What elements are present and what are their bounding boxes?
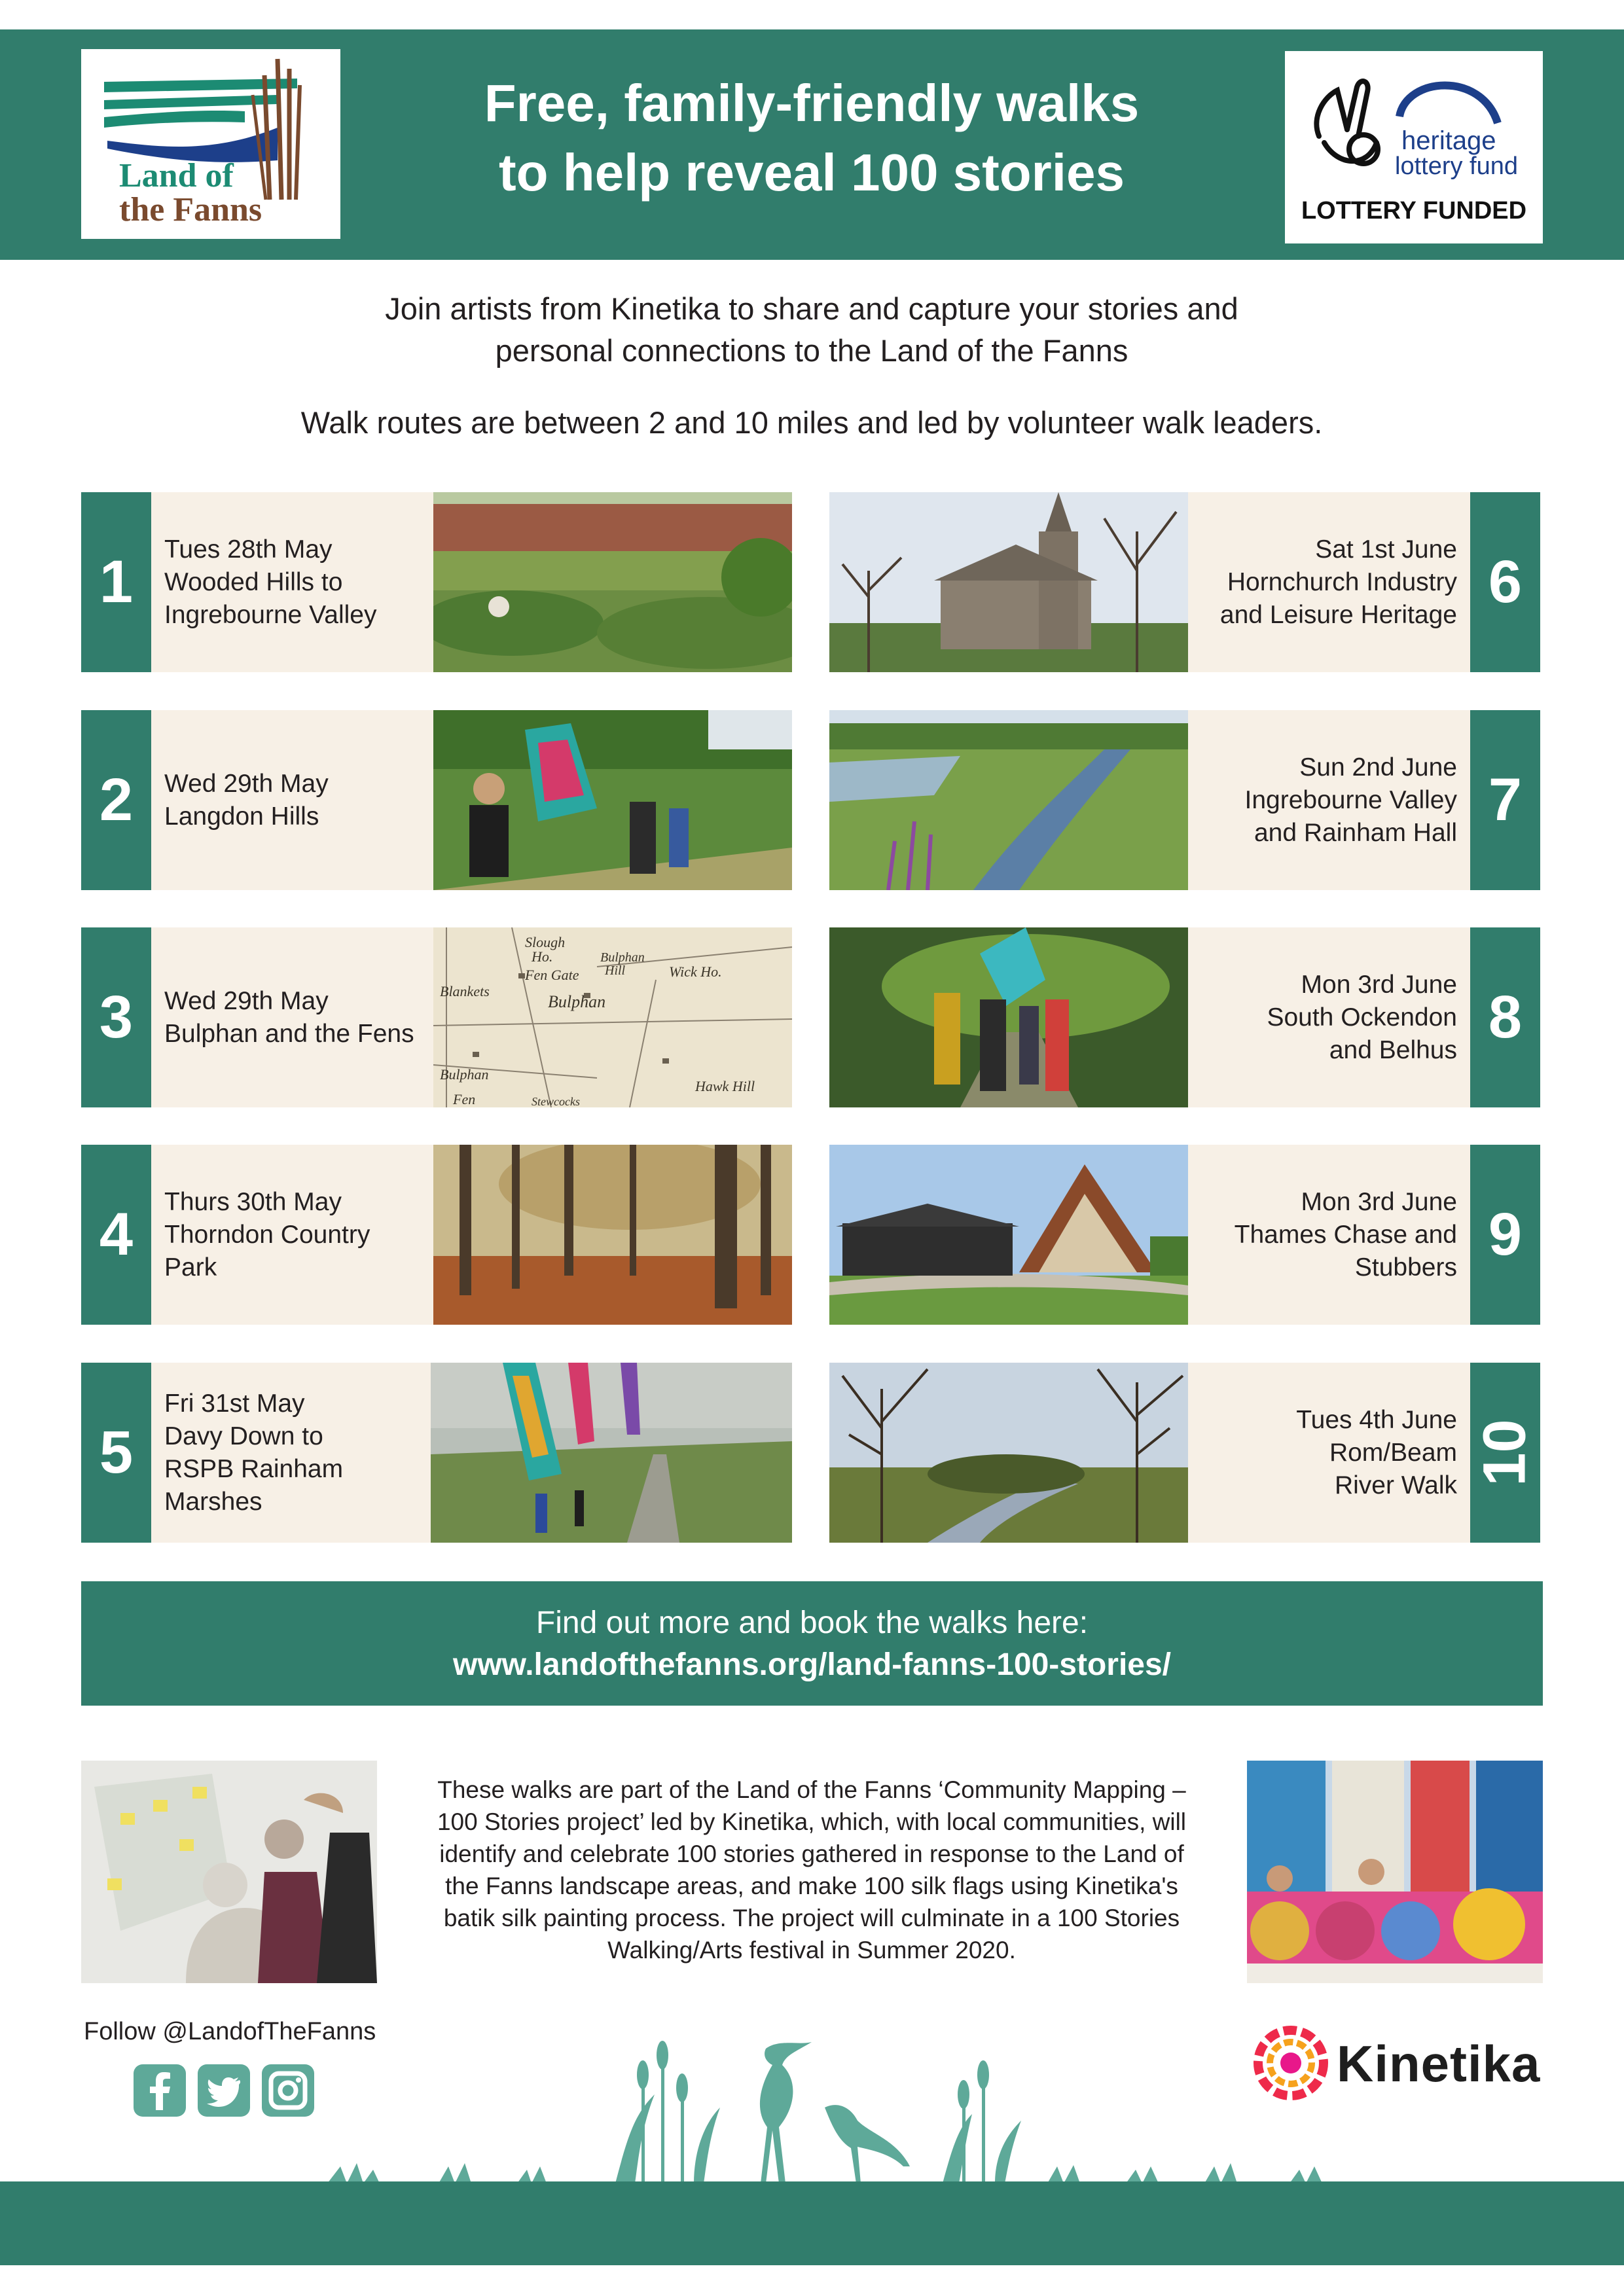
hlf-logo-line2: lottery fund: [1395, 152, 1518, 180]
title-line-2: to help reveal 100 stories: [498, 143, 1125, 202]
hlf-logo-line1: heritage: [1401, 126, 1496, 155]
walk-number: 6: [1470, 492, 1540, 672]
walk-photo-woodland-group: [829, 927, 1188, 1107]
walk-title-line: Thames Chase and: [1234, 1220, 1457, 1249]
walk-card-3: [81, 927, 792, 1107]
walk-title-line: Park: [164, 1253, 217, 1282]
twitter-icon[interactable]: [198, 2064, 250, 2117]
walk-title-line: Rom/Beam: [1329, 1438, 1457, 1467]
walk-title-line: South Ockendon: [1267, 1003, 1457, 1031]
walk-number: 5: [81, 1363, 151, 1543]
walk-date: Mon 3rd June: [1301, 970, 1457, 999]
walk-number: 3: [81, 927, 151, 1107]
walk-details: [1182, 492, 1457, 672]
walk-date: Sat 1st June: [1315, 535, 1457, 564]
map-label: Hill: [605, 963, 626, 978]
walk-card-4: [81, 1145, 792, 1325]
walk-title-line: Ingrebourne Valley: [1244, 785, 1457, 814]
walk-title-line: and Rainham Hall: [1254, 818, 1457, 847]
map-label: Fen: [453, 1091, 476, 1107]
walk-card-5: [81, 1363, 792, 1543]
walk-details: [164, 710, 426, 890]
walk-date: Wed 29th May: [164, 986, 329, 1015]
walk-title-line: Hornchurch Industry: [1227, 567, 1457, 596]
walk-title-line: and Leisure Heritage: [1219, 600, 1457, 629]
intro-line-2: personal connections to the Land of the Fanns: [495, 333, 1128, 368]
walk-photo-river-valley: [829, 710, 1188, 890]
walk-title-line: Ingrebourne Valley: [164, 600, 377, 629]
walk-card-2: [81, 710, 792, 890]
lotf-logo-line1: Land of: [119, 157, 234, 194]
walk-title-line: Stubbers: [1354, 1253, 1457, 1282]
intro-line-1: Join artists from Kinetika to share and capture your stories and: [385, 291, 1238, 326]
kinetika-flower-icon: [1250, 2022, 1335, 2108]
walk-photo-river-walk: [829, 1363, 1188, 1543]
header-band: [0, 29, 1624, 260]
silk-flags-photo: [1247, 1761, 1543, 1983]
description-line: the Fanns landscape areas, and make 100 silk flags using Kinetika's: [445, 1873, 1178, 1899]
description-line: identify and celebrate 100 stories gathered in response to the Land of: [439, 1840, 1184, 1867]
land-of-the-fanns-logo: [81, 49, 340, 239]
walk-card-10: [829, 1363, 1540, 1543]
map-label: Hawk Hill: [695, 1078, 755, 1094]
walk-photo-old-map: [433, 927, 792, 1107]
map-label: Bulphan: [548, 992, 606, 1011]
description-line: These walks are part of the Land of the Fanns ‘Community Mapping –: [437, 1776, 1186, 1803]
walk-details: [1182, 1363, 1457, 1543]
footer-band: [0, 2181, 1624, 2265]
map-label: Wick Ho.: [669, 963, 722, 980]
walk-number: 8: [1470, 927, 1540, 1107]
walk-photo-church: [829, 492, 1188, 672]
lottery-funded-badge: LOTTERY FUNDED: [1301, 197, 1527, 224]
community-mapping-photo: [81, 1761, 377, 1983]
page-title: [367, 69, 1257, 207]
description-line: Walking/Arts festival in Summer 2020.: [607, 1937, 1016, 1964]
walk-title-line: Wooded Hills to: [164, 567, 343, 596]
map-label: Slough: [525, 934, 566, 950]
walk-title-line: Davy Down to: [164, 1422, 323, 1450]
booking-text: Find out more and book the walks here:: [535, 1605, 1089, 1640]
walk-title-line: RSPB Rainham Marshes: [164, 1454, 344, 1516]
walk-date: Thurs 30th May: [164, 1187, 342, 1216]
walk-details: [1182, 710, 1457, 890]
map-label: Fen Gate: [525, 967, 579, 983]
walk-number: 7: [1470, 710, 1540, 890]
kinetika-wordmark: Kinetika: [1337, 2035, 1541, 2092]
lotf-logo-line2: the Fanns: [119, 191, 262, 228]
walk-details: [1182, 927, 1457, 1107]
map-label: Blankets: [440, 983, 490, 999]
booking-url-link[interactable]: www.landofthefanns.org/land-fanns-100-stories/: [452, 1647, 1171, 1682]
walk-photo-walled-garden: [433, 492, 792, 672]
walk-date: Fri 31st May: [164, 1389, 305, 1418]
walk-title-line: Langdon Hills: [164, 802, 319, 831]
walk-date: Tues 4th June: [1296, 1405, 1457, 1434]
kinetika-logo: [1250, 2022, 1545, 2108]
follow-handle: Follow @LandofTheFanns: [84, 2018, 376, 2045]
map-label: Bulphan: [440, 1066, 489, 1083]
map-label: Stewcocks: [532, 1095, 580, 1107]
walk-details: [1182, 1145, 1457, 1325]
walk-date: Mon 3rd June: [1301, 1187, 1457, 1216]
description-line: batik silk painting process. The project will culminate in a 100 Stories: [443, 1905, 1180, 1931]
walk-card-8: [829, 927, 1540, 1107]
walk-title-line: Thorndon Country: [164, 1220, 370, 1249]
walk-photo-flag-procession: [433, 710, 792, 890]
walk-number: 9: [1470, 1145, 1540, 1325]
walk-details: [164, 1145, 426, 1325]
walk-date: Tues 28th May: [164, 535, 333, 564]
map-label: Ho.: [532, 948, 553, 965]
instagram-icon[interactable]: [262, 2064, 314, 2117]
walk-title-line: River Walk: [1334, 1471, 1457, 1499]
booking-banner: [81, 1581, 1543, 1706]
walk-number: 2: [81, 710, 151, 890]
walk-date: Wed 29th May: [164, 769, 329, 798]
walk-number: 4: [81, 1145, 151, 1325]
walk-photo-marshes-flags: [431, 1363, 792, 1543]
walk-photo-beech-woodland: [433, 1145, 792, 1325]
walk-details: [164, 927, 426, 1107]
walk-number: 10: [1470, 1363, 1540, 1543]
project-description: [406, 1774, 1218, 1966]
description-line: 100 Stories project’ led by Kinetika, which, with local communities, will: [437, 1808, 1187, 1835]
walk-card-7: [829, 710, 1540, 890]
walk-photo-visitor-centre: [829, 1145, 1188, 1325]
walk-card-6: [829, 492, 1540, 672]
facebook-icon[interactable]: [134, 2064, 186, 2117]
walk-title-line: and Belhus: [1329, 1035, 1457, 1064]
walk-details: [164, 1363, 426, 1543]
walk-card-1: [81, 492, 792, 672]
walk-card-9: [829, 1145, 1540, 1325]
reeds-and-herons-silhouette: [327, 2036, 1375, 2183]
map-label: Bulphan: [600, 950, 645, 965]
title-line-1: Free, family-friendly walks: [484, 74, 1140, 132]
walk-date: Sun 2nd June: [1299, 753, 1457, 781]
intro-line-3: Walk routes are between 2 and 10 miles and led by volunteer walk leaders.: [300, 405, 1323, 440]
heritage-lottery-fund-logo: [1285, 51, 1543, 243]
walk-title-line: Bulphan and the Fens: [164, 1019, 414, 1048]
walk-number: 1: [81, 492, 151, 672]
walk-details: [164, 492, 426, 672]
